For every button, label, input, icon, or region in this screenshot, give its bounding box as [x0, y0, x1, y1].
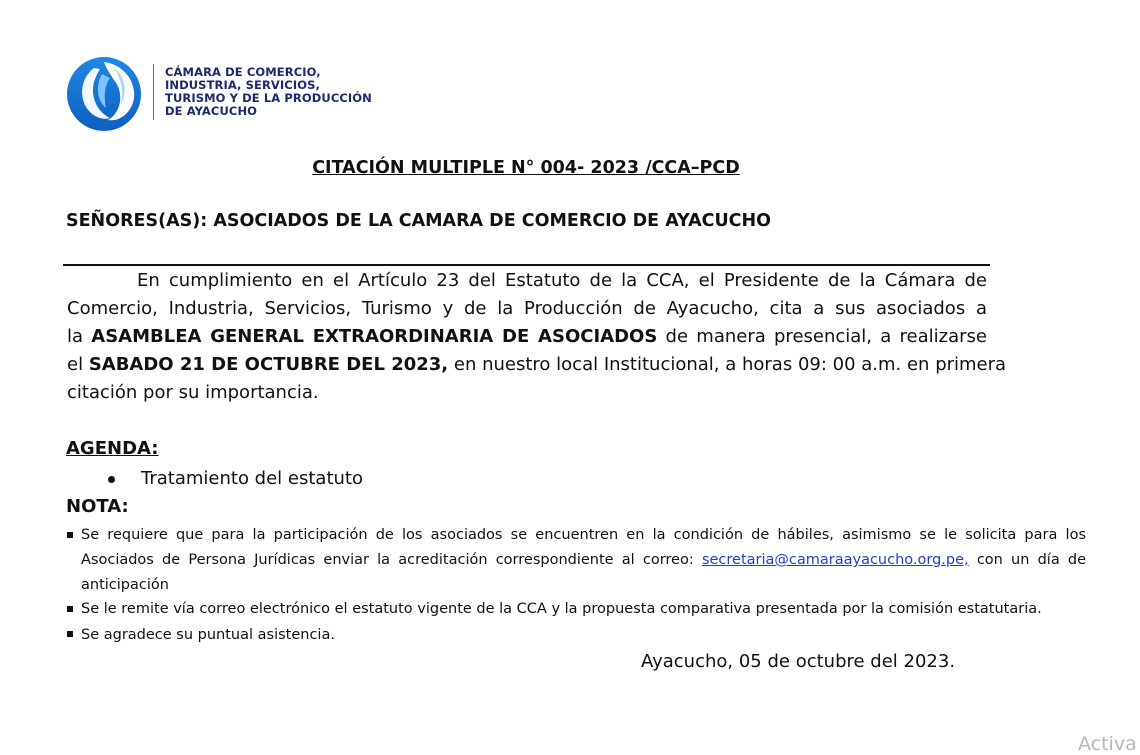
- note-2: Se le remite vía correo electrónico el estatuto vigente de la CCA y la propuesta comparativa presentada por la comisión estatutaria.: [81, 601, 1042, 617]
- body-text-4a: el: [67, 354, 84, 375]
- document-title: CITACIÓN MULTIPLE N° 004- 2023 /CCA–PCD: [312, 158, 740, 178]
- note-1-line-2: [81, 551, 1086, 569]
- body-text-1: En cumplimiento en el Artículo 23 del Estatuto de la CCA, el Presidente de la Cámara de: [137, 270, 987, 291]
- body-text-4b: en nuestro local Institucional, a horas 09: 00 a.m. en primera: [453, 354, 1007, 375]
- body-text-3b: de manera presencial, a realizarse: [665, 326, 987, 347]
- email-link[interactable]: secretaria@camaraayacucho.org.pe,: [701, 552, 969, 568]
- org-name-line-4: DE AYACUCHO: [165, 104, 258, 118]
- activation-watermark: Activa: [1078, 733, 1137, 755]
- note-1-line-3: anticipación: [81, 577, 169, 593]
- body-line-4: [67, 354, 1007, 375]
- body-line-2: Comercio, Industria, Servicios, Turismo y de la Producción de Ayacucho, cita a sus asociados a: [67, 298, 987, 319]
- note-1-text: Asociados de Persona Jurídicas enviar la acreditación correspondiente al correo:: [81, 552, 694, 568]
- nota-heading: NOTA:: [66, 496, 129, 517]
- note-1-text-post: con un día de: [976, 552, 1087, 568]
- body-line-5: citación por su importancia.: [67, 382, 319, 403]
- note-bullet-icon: [67, 631, 73, 637]
- org-name: [165, 66, 372, 118]
- body-line-1: [67, 271, 987, 291]
- note-1-line-1: Se requiere que para la participación de los asociados se encuentren en la condición de hábiles, asimismo se le solicita para los: [81, 527, 1086, 543]
- assembly-name: ASAMBLEA GENERAL EXTRAORDINARIA DE ASOCIADOS: [91, 326, 658, 347]
- horizontal-rule: [63, 264, 990, 266]
- agenda-heading: AGENDA:: [66, 438, 159, 459]
- chamber-logo-icon: [64, 54, 146, 132]
- org-name-line-2: INDUSTRIA, SERVICIOS,: [165, 78, 320, 92]
- note-bullet-icon: [67, 532, 73, 538]
- note-bullet-icon: [67, 606, 73, 612]
- signoff-place-date: Ayacucho, 05 de octubre del 2023.: [641, 651, 956, 672]
- assembly-date: SABADO 21 DE OCTUBRE DEL 2023,: [88, 354, 449, 375]
- agenda-item: Tratamiento del estatuto: [141, 468, 363, 489]
- note-3: Se agradece su puntual asistencia.: [81, 627, 335, 643]
- agenda-bullet-icon: [108, 476, 115, 483]
- recipients-line: SEÑORES(AS): ASOCIADOS DE LA CAMARA DE COMERCIO DE AYACUCHO: [66, 211, 772, 231]
- logo-divider: [153, 64, 154, 120]
- body-line-3: [67, 327, 987, 347]
- org-name-line-1: CÁMARA DE COMERCIO,: [165, 65, 321, 79]
- org-name-line-3: TURISMO Y DE LA PRODUCCIÓN: [165, 91, 372, 105]
- body-text-3a: la: [67, 326, 84, 347]
